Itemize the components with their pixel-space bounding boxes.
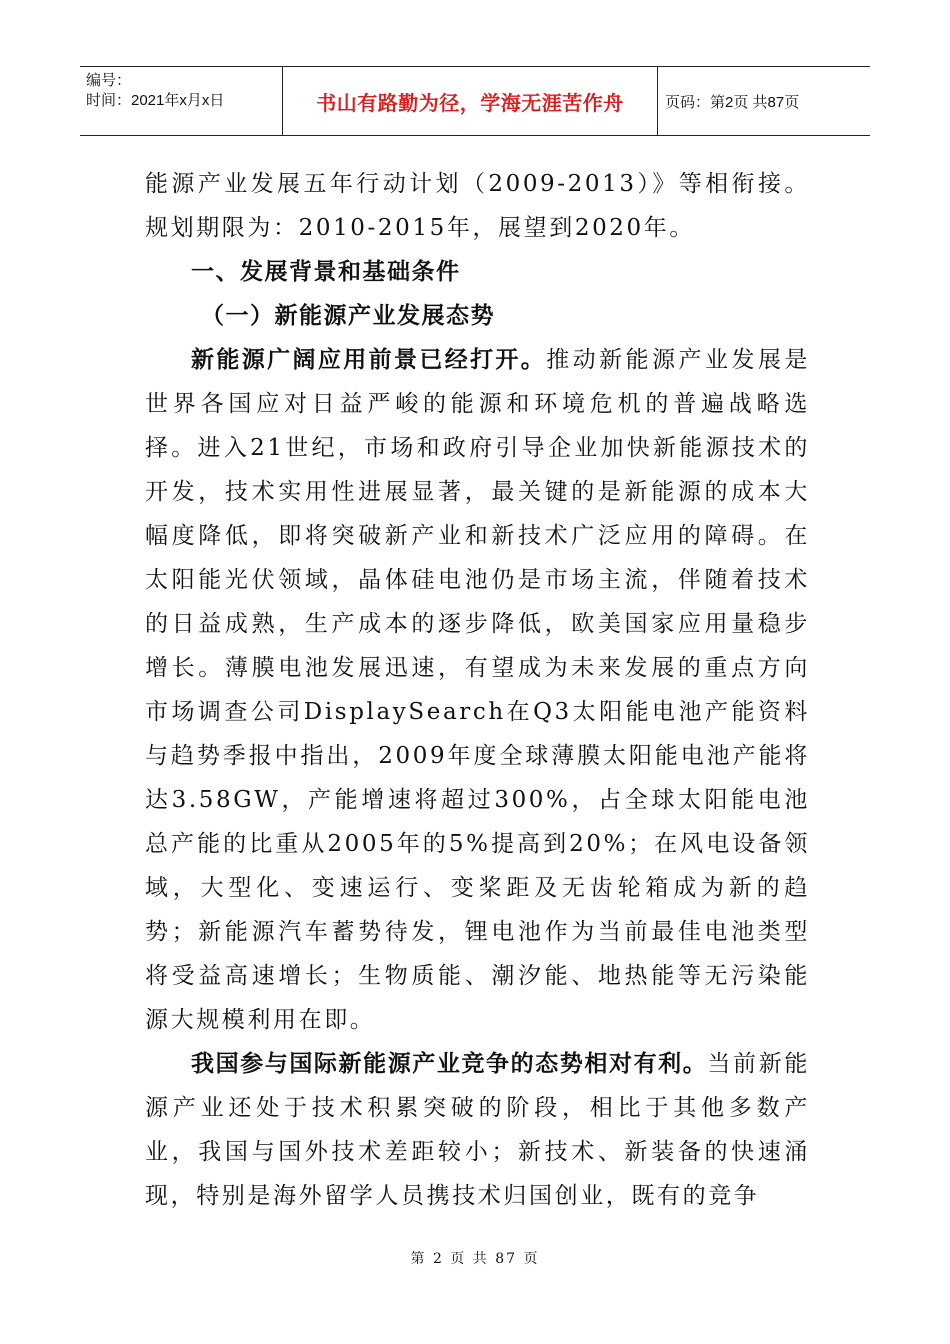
paragraph-body: 推动新能源产业发展是世界各国应对日益严峻的能源和环境危机的普遍战略选择。进入21世纪，市场和政府引导企业加快新能源技术的开发，技术实用性进展显著，最关键的是新能源的成本大幅度降低，即将突破新产业和新技术广泛应用的障碍。在太阳能光伏领域，晶体硅电池仍是市场主流，伴随着技术的日益成熟，生产成本的逐步降低，欧美国家应用量稳步增长。薄膜电池发展迅速，有望成为未来发展的重点方向市场调查公司DisplaySearch在Q3太阳能电池产能资料与趋势季报中指出，2009年度全球薄膜太阳能电池产能将达3.58GW，产能增速将超过300%，占全球太阳能电池总产能的比重从2005年的5%提高到20%；在风电设备领域，大型化、变速运行、变桨距及无齿轮箱成为新的趋势；新能源汽车蓄势待发，锂电池作为当前最佳电池类型将受益高速增长；生物质能、潮汐能、地热能等无污染能源大规模利用在即。 [145,347,811,1033]
header-meta-cell [80,67,283,135]
intro-paragraph: 能源产业发展五年行动计划（2009-2013）》等相衔接。规划期限为：2010-2015年，展望到2020年。 [145,171,810,241]
header-page-info: 页码：第2页 共87页 [665,93,800,111]
header-motto: 书山有路勤为径，学海无涯苦作舟 [283,67,658,135]
paragraph-body: 当前新能源产业还处于技术积累突破的阶段，相比于其他多数产业，我国与国外技术差距较小；新技术、新装备的快速涌现，特别是海外留学人员携技术归国创业，既有的竞争 [145,1051,811,1209]
document-number-label: 编号： [86,72,132,89]
paragraph-lead: 新能源广阔应用前景已经打开。 [191,347,547,373]
section-heading: 一、发展背景和基础条件 [191,259,461,285]
paragraph-new-energy-prospects [145,338,810,1042]
page-footer: 第 2 页 共 87 页 [410,1251,540,1267]
document-body [145,162,810,1218]
subsection-heading: （一）新能源产业发展态势 [201,303,495,329]
document-header [80,66,870,136]
document-time-label: 时间：2021年x月x日 [86,92,225,109]
paragraph-lead: 我国参与国际新能源产业竞争的态势相对有利。 [191,1051,708,1077]
paragraph-china-competition [145,1042,810,1218]
